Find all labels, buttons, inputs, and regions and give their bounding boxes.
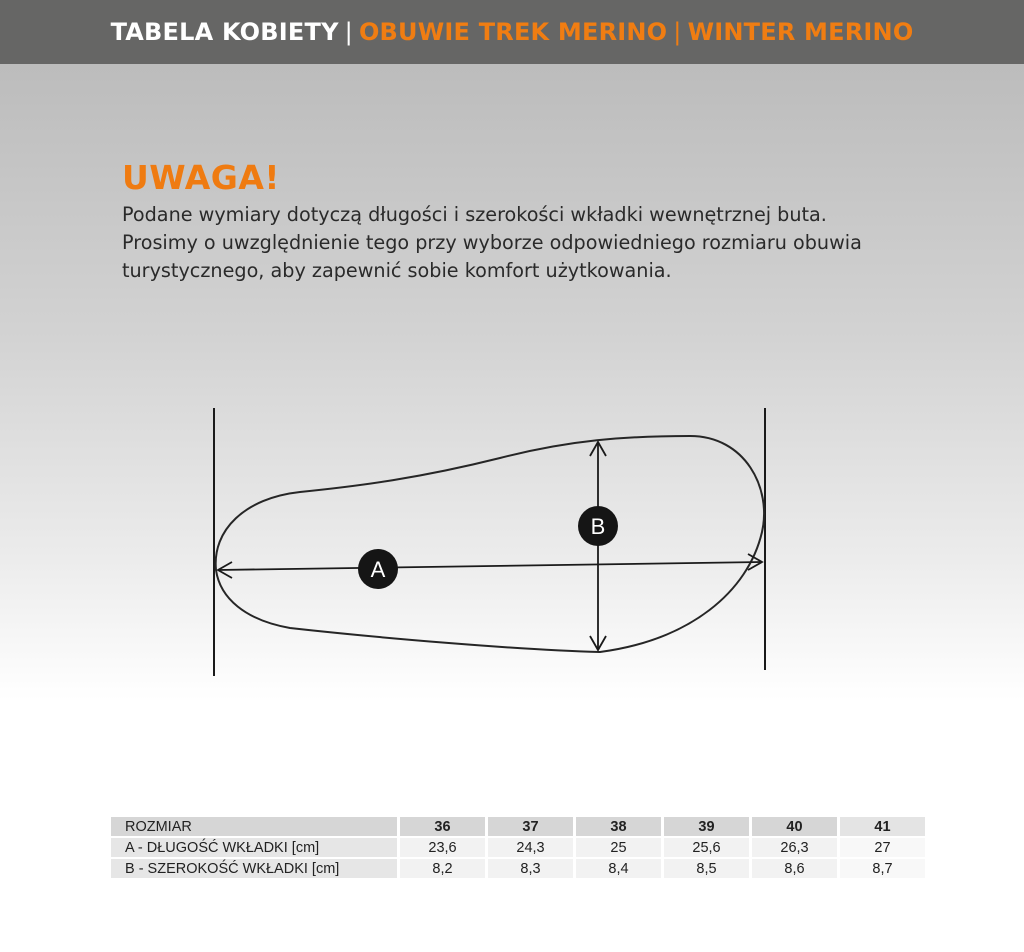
width-cell: 8,3 xyxy=(488,859,573,878)
length-cell: 24,3 xyxy=(488,838,573,857)
length-cell: 27 xyxy=(840,838,925,857)
length-cell: 26,3 xyxy=(752,838,837,857)
header-title-winter-merino: WINTER MERINO xyxy=(687,18,914,46)
row-label-width: B - SZEROKOŚĆ WKŁADKI [cm] xyxy=(111,859,397,878)
length-cell: 25 xyxy=(576,838,661,857)
size-cell: 36 xyxy=(400,817,485,836)
size-table-header-row xyxy=(111,817,925,836)
warning-title: UWAGA! xyxy=(122,158,280,197)
header-title-women: TABELA KOBIETY xyxy=(110,18,339,46)
size-table-row-width xyxy=(111,859,925,878)
warning-line: turystycznego, aby zapewnić sobie komfort użytkowania. xyxy=(122,259,672,282)
size-cell: 37 xyxy=(488,817,573,836)
width-cell: 8,5 xyxy=(664,859,749,878)
size-cell: 38 xyxy=(576,817,661,836)
size-table xyxy=(108,815,928,880)
warning-line: Podane wymiary dotyczą długości i szerokości wkładki wewnętrznej buta. xyxy=(122,203,827,226)
row-label-length: A - DŁUGOŚĆ WKŁADKI [cm] xyxy=(111,838,397,857)
size-cell: 41 xyxy=(840,817,925,836)
header-separator: | xyxy=(344,18,353,46)
warning-line: Prosimy o uwzględnienie tego przy wyborze odpowiedniego rozmiaru obuwia xyxy=(122,231,862,254)
size-table-header-label: ROZMIAR xyxy=(111,817,397,836)
length-cell: 25,6 xyxy=(664,838,749,857)
label-a: A xyxy=(370,557,386,582)
width-cell: 8,7 xyxy=(840,859,925,878)
length-arrow xyxy=(218,562,762,570)
header-separator: | xyxy=(673,18,682,46)
header-title-trek-merino: OBUWIE TREK MERINO xyxy=(358,18,668,46)
size-table-row-length xyxy=(111,838,925,857)
label-b: B xyxy=(590,514,606,539)
width-cell: 8,2 xyxy=(400,859,485,878)
size-cell: 40 xyxy=(752,817,837,836)
width-cell: 8,6 xyxy=(752,859,837,878)
size-cell: 39 xyxy=(664,817,749,836)
insole-outline xyxy=(216,436,764,652)
length-cell: 23,6 xyxy=(400,838,485,857)
width-cell: 8,4 xyxy=(576,859,661,878)
